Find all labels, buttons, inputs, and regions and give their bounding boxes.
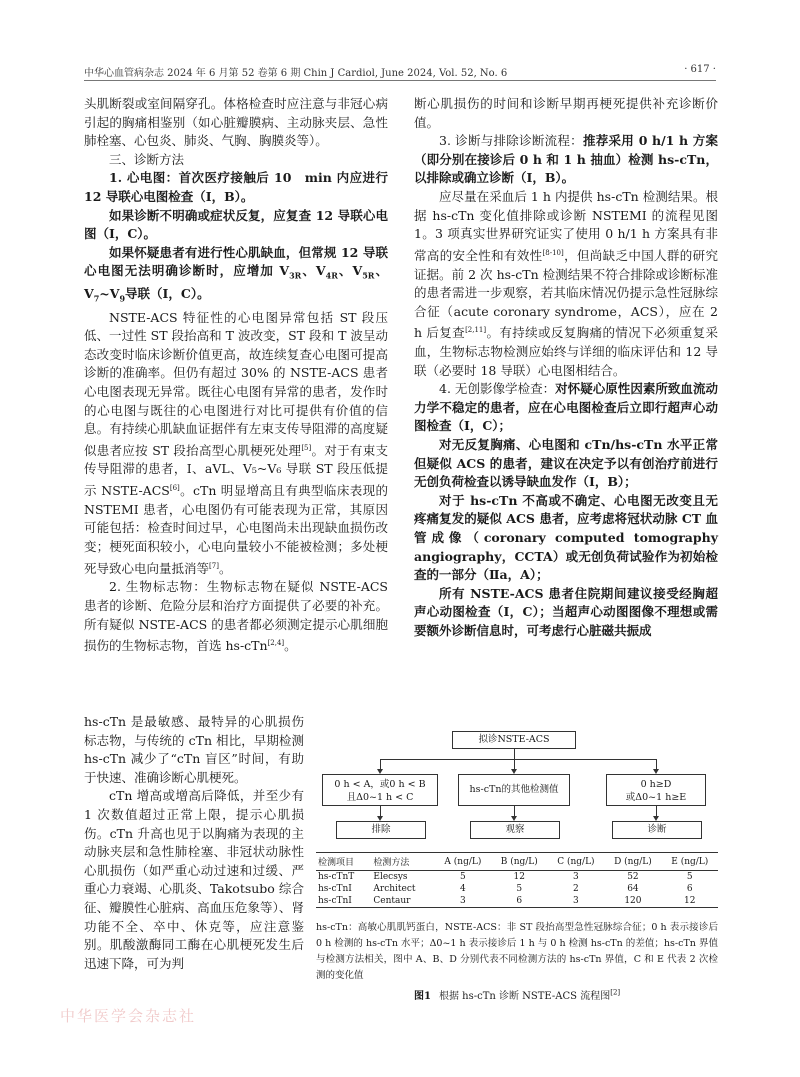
citation: [7]	[209, 561, 219, 570]
publisher-watermark: 中华医学会杂志社	[60, 1007, 197, 1025]
imaging-recommendation-2: 对无反复胸痛、心电图和 cTn/hs-cTn 水平正常但疑似 ACS 的患者，建议在决定予以有创治疗前进行无创负荷检查以诱导缺血发作（Ⅰ，B）；	[414, 437, 718, 490]
cutoff-table	[316, 852, 718, 908]
ecg-recommendation-3: 如果怀疑患者有进行性心肌缺血，但常规 12 导联心电图无法明确诊断时，应增加 $V_{3R}$、$V_{4R}$、$V_{5R}$、$V_7\sim V_9$导联（Ⅰ，C）。	[84, 244, 388, 304]
journal-citation: 中华心血管病杂志 2024 年 6 月第 52 卷第 6 期 Chin J Cardiol, June 2024, Vol. 52, No. 6	[84, 68, 508, 79]
page-number: · 617 ·	[684, 64, 716, 75]
other-values-box: hs-cTn的其他检测值	[458, 774, 570, 806]
diagnose-box: 诊断	[612, 821, 702, 839]
citation: [5]	[301, 443, 312, 452]
column-header: E (ng/L)	[662, 853, 718, 871]
table-row: hs-cTnI Centaur 3 6 3 120 12	[316, 895, 718, 908]
flow-connector	[380, 759, 656, 760]
paragraph: 断心肌损伤的时间和诊断早期再梗死提供补充诊断价值。	[414, 96, 718, 130]
column-header: D (ng/L)	[604, 853, 661, 871]
rule-in-criteria-box: 0 h≥D 或Δ0~1 h≥E	[606, 774, 706, 806]
citation: [2,11]	[465, 326, 487, 335]
paragraph: 应尽量在采血后 1 h 内提供 hs-cTn 检测结果。根据 hs-cTn 变化值排除或诊断 NSTEMI 的流程见图 1。3 项真实世界研究证实了使用 0 h/1 h 方案具有非常高的安全性和有效性[8-10]，但尚缺乏中国人群的研究证据。前 2 次 hs-cTn 检测结果不符合排除或诊断标准的患者需进一步观察，若其临床情况仍提示急性冠脉综合征（acute coronary syndrome，ACS），应在 2 h 后复查[2,11]。有持续或反复胸痛的情况下必须重复采血，生物标志物检测应始终与详细的临床评估和 12 导联（必要时 18 导联）心电图相结合。	[414, 188, 718, 378]
figure-note: hs-cTn：高敏心肌肌钙蛋白，NSTE-ACS：非 ST 段抬高型急性冠脉综合征；0 h 表示接诊后 0 h 检测的 hs-cTn 水平；Δ0~1 h 表示接诊后 1 h 与 0 h 检测 hs-cTn 的差值；hs-cTn 界值与检测方法相关，图中 A、B、D 分别代表不同检测方法的 hs-cTn 界值，C 和 E 代表 2 次检测的变化值	[316, 922, 718, 981]
paragraph-biomarkers: 2. 生物标志物：生物标志物在疑似 NSTE-ACS 患者的诊断、危险分层和治疗方面提供了必要的补充。所有疑似 NSTE-ACS 的患者都必须测定提示心肌细胞损伤的生物标志物，首选 hs-cTn[2,4]。	[84, 579, 388, 654]
section-heading: 三、诊断方法	[109, 151, 185, 167]
ecg-recommendation-2: 如果诊断不明确或症状反复，应复查 12 导联心电图（Ⅰ，C）。	[84, 207, 388, 242]
table-row: hs-cTnT Elecsys 5 12 3 52 5	[318, 872, 693, 882]
table-row: hs-cTnI Architect 4 5 2 64 6	[318, 884, 693, 894]
observe-box: 观察	[470, 821, 560, 839]
figure-caption: 图1 根据 hs-cTn 诊断 NSTE-ACS 流程图[2]	[414, 988, 621, 1002]
flow-start-box: 拟诊NSTE-ACS	[452, 731, 576, 749]
column-header: B (ng/L)	[491, 853, 547, 871]
paragraph-ecg-findings: NSTE-ACS 特征性的心电图异常包括 ST 段压低、一过性 ST 段抬高和 T 波改变，ST 段和 T 波呈动态改变时临床诊断价值更高，故连续复查心电图可提高诊断的准确率。但仍有超过 30% 的 NSTE-ACS 患者心电图表现无异常。既往心电图有异常的患者，发作时的心电图与既往的心电图进行对比可提供有价值的信息。有持续心肌缺血证据伴有左束支传导阻滞的高度疑似患者应按 ST 段抬高型心肌梗死处理[5]。对于有束支传导阻滞的患者，Ⅰ、aVL、V₅~V₆ 导联 ST 段压低提示 NSTE-ACS[6]。cTn 明显增高且有典型临床表现的 NSTEMI 患者，心电图仍有可能表现为正常，其原因可能包括：检查时间过早，心电图尚未出现缺血损伤改变；梗死面积较小，心电向量较小不能被检测；多处梗死导致心电向量抵消等[7]。	[84, 309, 389, 576]
column-header: 检测方法	[371, 853, 434, 871]
left-column	[84, 95, 388, 656]
header-rule	[84, 80, 716, 81]
rule-out-box: 排除	[336, 821, 426, 839]
paragraph: 头肌断裂或室间隔穿孔。体格检查时应注意与非冠心病引起的胸痛相鉴别（如心脏瓣膜病、主动脉夹层、急性肺栓塞、心包炎、肺炎、气胸、胸膜炎等）。	[84, 96, 388, 149]
column-header: C (ng/L)	[547, 853, 604, 871]
paragraph: hs-cTn 是最敏感、最特异的心肌损伤标志物，与传统的 cTn 相比，早期检测 hs-cTn 减少了“cTn 盲区”时间，有助于快速、准确诊断心肌梗死。	[84, 714, 304, 785]
figure-number: 图1	[414, 991, 431, 1002]
column-header: A (ng/L)	[435, 853, 491, 871]
citation: [8-10]	[542, 248, 564, 257]
citation: [6]	[169, 484, 180, 493]
citation: [2]	[610, 988, 621, 997]
imaging-recommendation-4: 所有 NSTE-ACS 患者住院期间建议接受经胸超声心动图检查（Ⅰ，C）；当超声心动图图像不理想或需要额外诊断信息时，可考虑行心脏磁共振成	[414, 585, 718, 638]
citation: [2,4]	[267, 639, 285, 648]
ecg-recommendation-1: 1. 心电图：首次医疗接触后 10 min 内应进行 12 导联心电图检查（Ⅰ，B）。	[84, 170, 388, 204]
table-header-row	[316, 853, 718, 871]
diagnosis-recommendation: 3. 诊断与排除诊断流程：推荐采用 0 h/1 h 方案（即分别在接诊后 0 h 和 1 h 抽血）检测 hs-cTn，以排除或确立诊断（Ⅰ，B）。	[414, 133, 718, 186]
imaging-recommendation-3: 对于 hs-cTn 不高或不确定、心电图无改变且无疼痛复发的疑似 ACS 患者，应考虑将冠状动脉 CT 血管成像（coronary computed tomography angiography，CCTA）或无创负荷试验作为初始检查的一部分（Ⅱa，A）；	[414, 492, 718, 583]
lower-left-text	[84, 713, 304, 973]
column-header: 检测项目	[316, 853, 371, 871]
rule-out-criteria-box: 0 h < A，或0 h < B 且Δ0~1 h < C	[322, 774, 438, 806]
paragraph: cTn 增高或增高后降低，并至少有 1 次数值超过正常上限，提示心肌损伤。cTn 升高也见于以胸痛为表现的主动脉夹层和急性肺栓塞、非冠状动脉性心肌损伤（如严重心动过速和过缓、严重心力衰竭、心肌炎、Takotsubo 综合征、瓣膜性心脏病、高血压危象等）、肾功能不全、卒中、休克等，应注意鉴别。肌酸激酶同工酶在心肌梗死发生后迅速下降，可为判	[84, 788, 304, 971]
right-column	[414, 95, 718, 641]
flow-connector	[514, 749, 515, 759]
imaging-recommendation-1: 4. 无创影像学检查：对怀疑心原性因素所致血流动力学不稳定的患者，应在心电图检查后立即行超声心动图检查（Ⅰ，C）；	[414, 381, 718, 434]
